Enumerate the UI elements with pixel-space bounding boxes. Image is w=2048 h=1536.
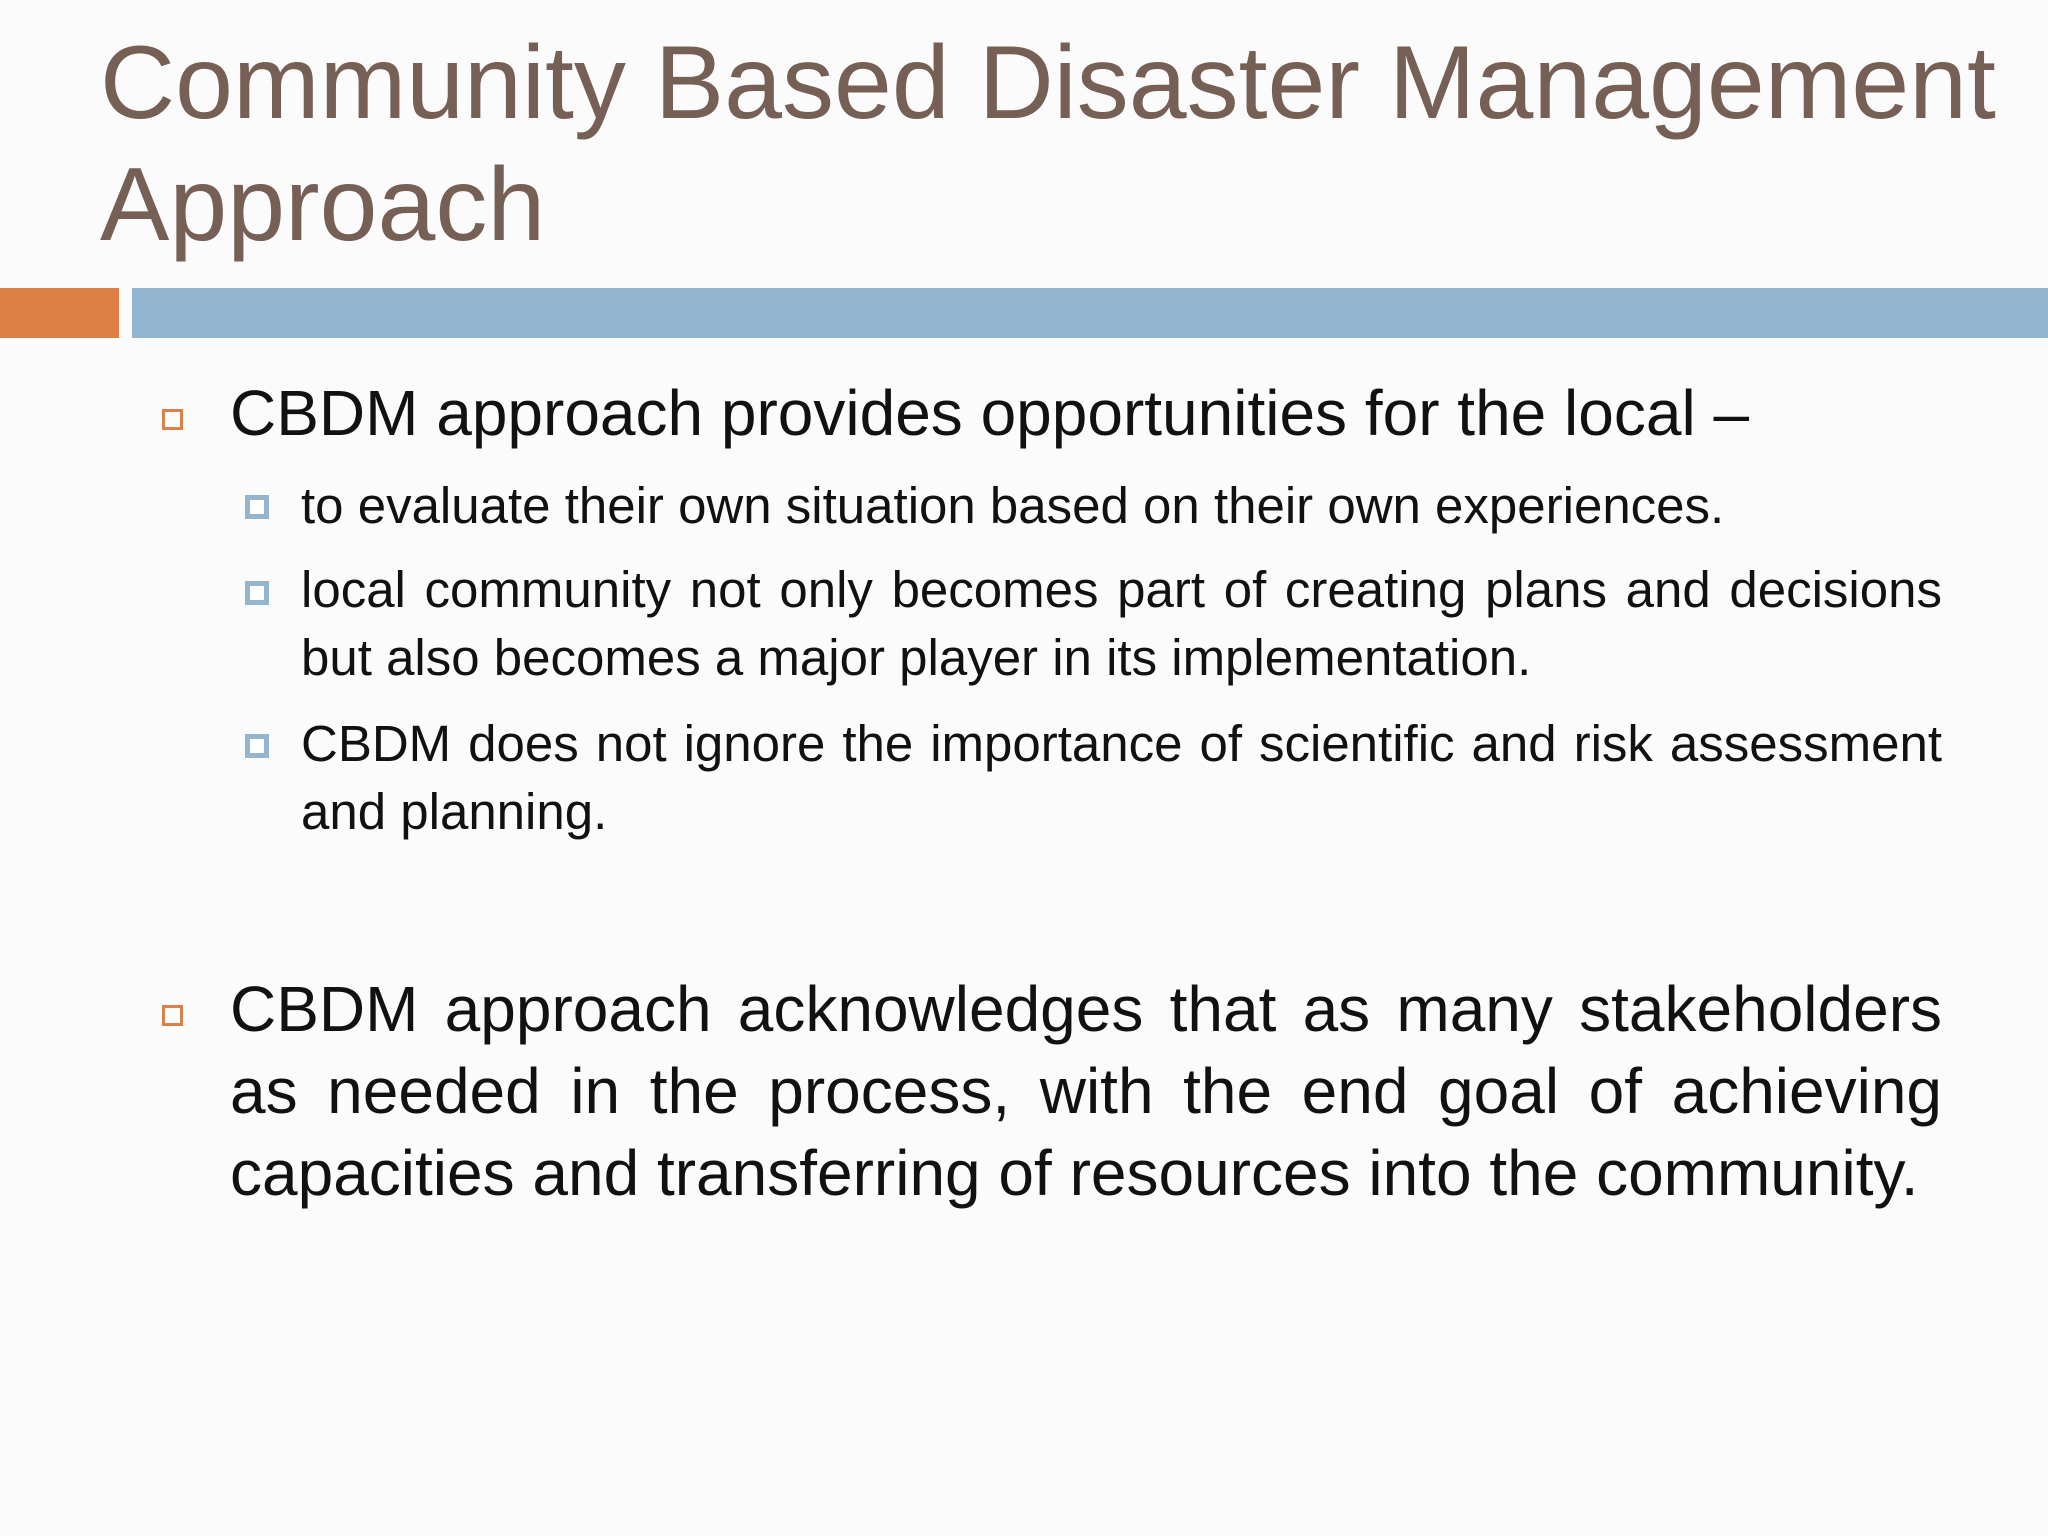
blue-square-bullet-icon [245,495,269,519]
bullet-2-text: CBDM approach acknowledges that as many stakeholders as needed in the process, with the end goal of achieving capacities and transferring of resources into the community. [230,973,1942,1209]
sub-bullet-1-text: to evaluate their own situation based on their own experiences. [301,477,1725,534]
blue-square-bullet-icon [245,581,269,605]
slide-title: Community Based Disaster Management Approach [100,25,1996,263]
sub-bullet-3-text: CBDM does not ignore the importance of scientific and risk assessment and planning. [301,715,1942,840]
hollow-square-bullet-icon [162,1005,183,1026]
hollow-square-bullet-icon [162,409,183,430]
blue-square-bullet-icon [245,734,269,758]
title-accent-bar [0,288,119,338]
bullet-1-text: CBDM approach provides opportunities for the local – [230,377,1750,449]
sub-bullet-2-text: local community not only becomes part of creating plans and decisions but also becomes a major player in its implementation. [301,561,1942,686]
title-divider-bar [132,288,2048,338]
